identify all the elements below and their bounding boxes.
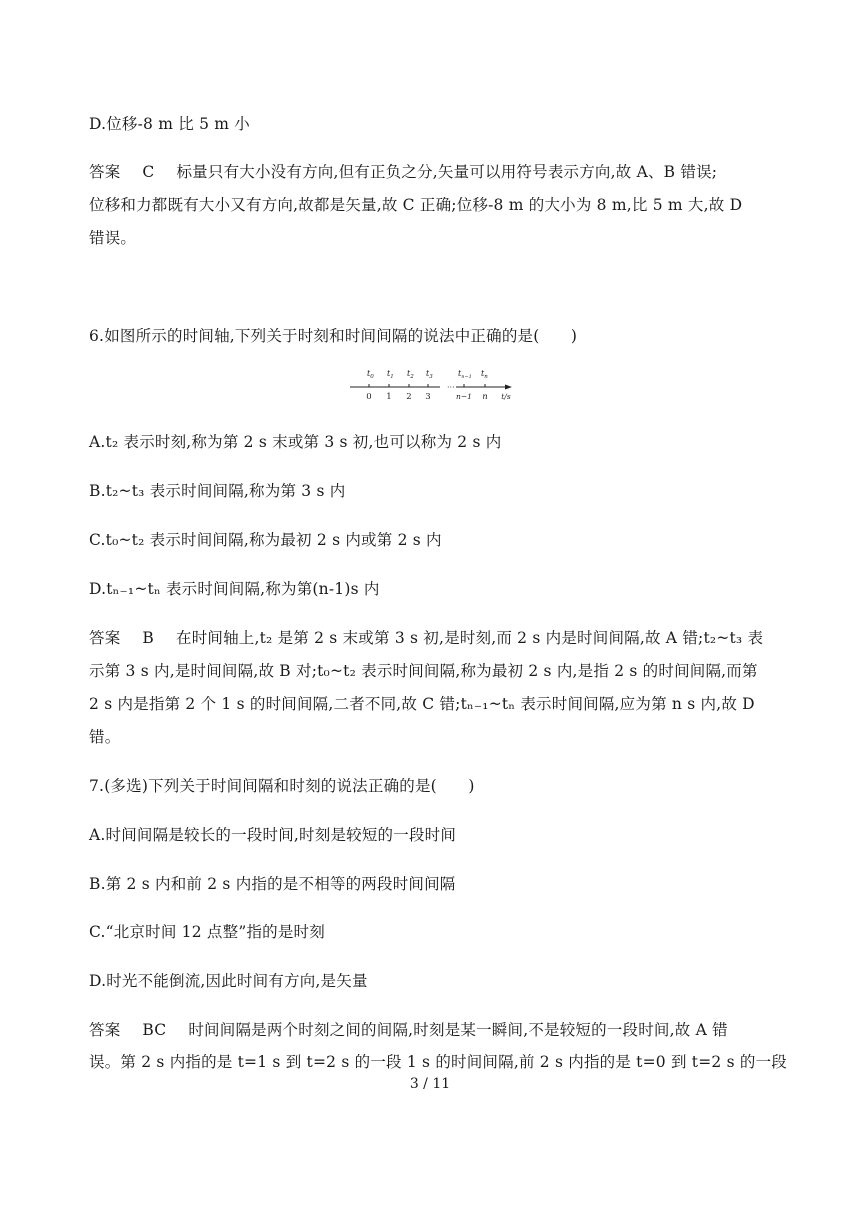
answer-key: BC	[142, 1021, 167, 1039]
q7-option-c: C.“北京时间 12 点整”指的是时刻	[89, 923, 325, 941]
answer-key: B	[142, 629, 154, 647]
answer-label: 答案	[89, 1021, 121, 1039]
tick-label-3: 3	[425, 392, 431, 402]
tick-label-0: 0	[366, 392, 372, 402]
q6-answer-line-4: 错。	[89, 728, 121, 746]
moment-label-t2: $t_2$	[407, 369, 414, 380]
axis-label-t-s: t/s	[501, 392, 511, 401]
tick-label-1: 1	[386, 392, 392, 402]
answer-label: 答案	[89, 629, 121, 647]
q7-stem: 7.(多选)下列关于时间间隔和时刻的说法正确的是( )	[89, 777, 475, 795]
q5-option-d: D.位移-8 m 比 5 m 小	[89, 115, 250, 133]
tick-label-2: 2	[406, 392, 412, 402]
q5-answer-line-1	[89, 160, 717, 182]
q6-stem: 6.如图所示的时间轴,下列关于时刻和时间间隔的说法中正确的是( )	[89, 327, 578, 345]
q7-option-b: B.第 2 s 内和前 2 s 内指的是不相等的两段时间间隔	[89, 875, 456, 893]
axis-arrow-icon	[505, 385, 512, 390]
q7-answer-line-1	[89, 1018, 728, 1040]
q5-answer-line-2: 位移和力都既有大小又有方向,故都是矢量,故 C 正确;位移-8 m 的大小为 8 m,比 5 m 大,故 D	[89, 196, 743, 214]
moment-label-t1: $t_1$	[387, 369, 394, 380]
q5-answer-line-3: 错误。	[89, 229, 137, 247]
answer-explanation: 在时间轴上,t₂ 是第 2 s 末或第 3 s 初,是时刻,而 2 s 内是时间间隔,故 A 错;t₂~t₃ 表	[176, 629, 764, 647]
q7-option-a: A.时间间隔是较长的一段时间,时刻是较短的一段时间	[89, 826, 457, 844]
moment-label-t0: $t_0$	[367, 369, 374, 380]
q6-option-d: D.tₙ₋₁~tₙ 表示时间间隔,称为第(n-1)s 内	[89, 580, 380, 598]
moment-label-tn: $t_n$	[481, 369, 488, 380]
timeline-figure	[348, 366, 518, 404]
q6-option-b: B.t₂~t₃ 表示时间间隔,称为第 3 s 内	[89, 482, 346, 500]
q7-answer-line-2: 误。第 2 s 内指的是 t=1 s 到 t=2 s 的一段 1 s 的时间间隔,前 2 s 内指的是 t=0 到 t=2 s 的一段	[89, 1053, 787, 1071]
answer-label: 答案	[89, 163, 121, 181]
answer-explanation: 时间间隔是两个时刻之间的间隔,时刻是某一瞬间,不是较短的一段时间,故 A 错	[188, 1021, 728, 1039]
page-number: 3 / 11	[409, 1076, 451, 1092]
answer-explanation: 标量只有大小没有方向,但有正负之分,矢量可以用符号表示方向,故 A、B 错误;	[176, 163, 718, 181]
moment-label-t3: $t_3$	[426, 369, 433, 380]
q7-option-d: D.时光不能倒流,因此时间有方向,是矢量	[89, 972, 368, 990]
q6-answer-line-3: 2 s 内是指第 2 个 1 s 的时间间隔,二者不同,故 C 错;tₙ₋₁~tₙ 表示时间间隔,应为第 n s 内,故 D	[89, 695, 755, 713]
q6-answer-line-2: 示第 3 s 内,是时间间隔,故 B 对;t₀~t₂ 表示时间间隔,称为最初 2 s 内,是指 2 s 的时间间隔,而第	[89, 662, 758, 680]
moment-label-tn-1: $t_{n-1}$	[458, 369, 472, 380]
tick-label-n-1: n−1	[456, 392, 472, 401]
q6-answer-line-1	[89, 626, 763, 648]
q6-option-c: C.t₀~t₂ 表示时间间隔,称为最初 2 s 内或第 2 s 内	[89, 531, 442, 549]
q6-option-a: A.t₂ 表示时刻,称为第 2 s 末或第 3 s 初,也可以称为 2 s 内	[89, 433, 502, 451]
answer-key: C	[142, 163, 155, 181]
axis-ellipsis: ···	[447, 383, 455, 392]
tick-label-n: n	[482, 392, 488, 402]
